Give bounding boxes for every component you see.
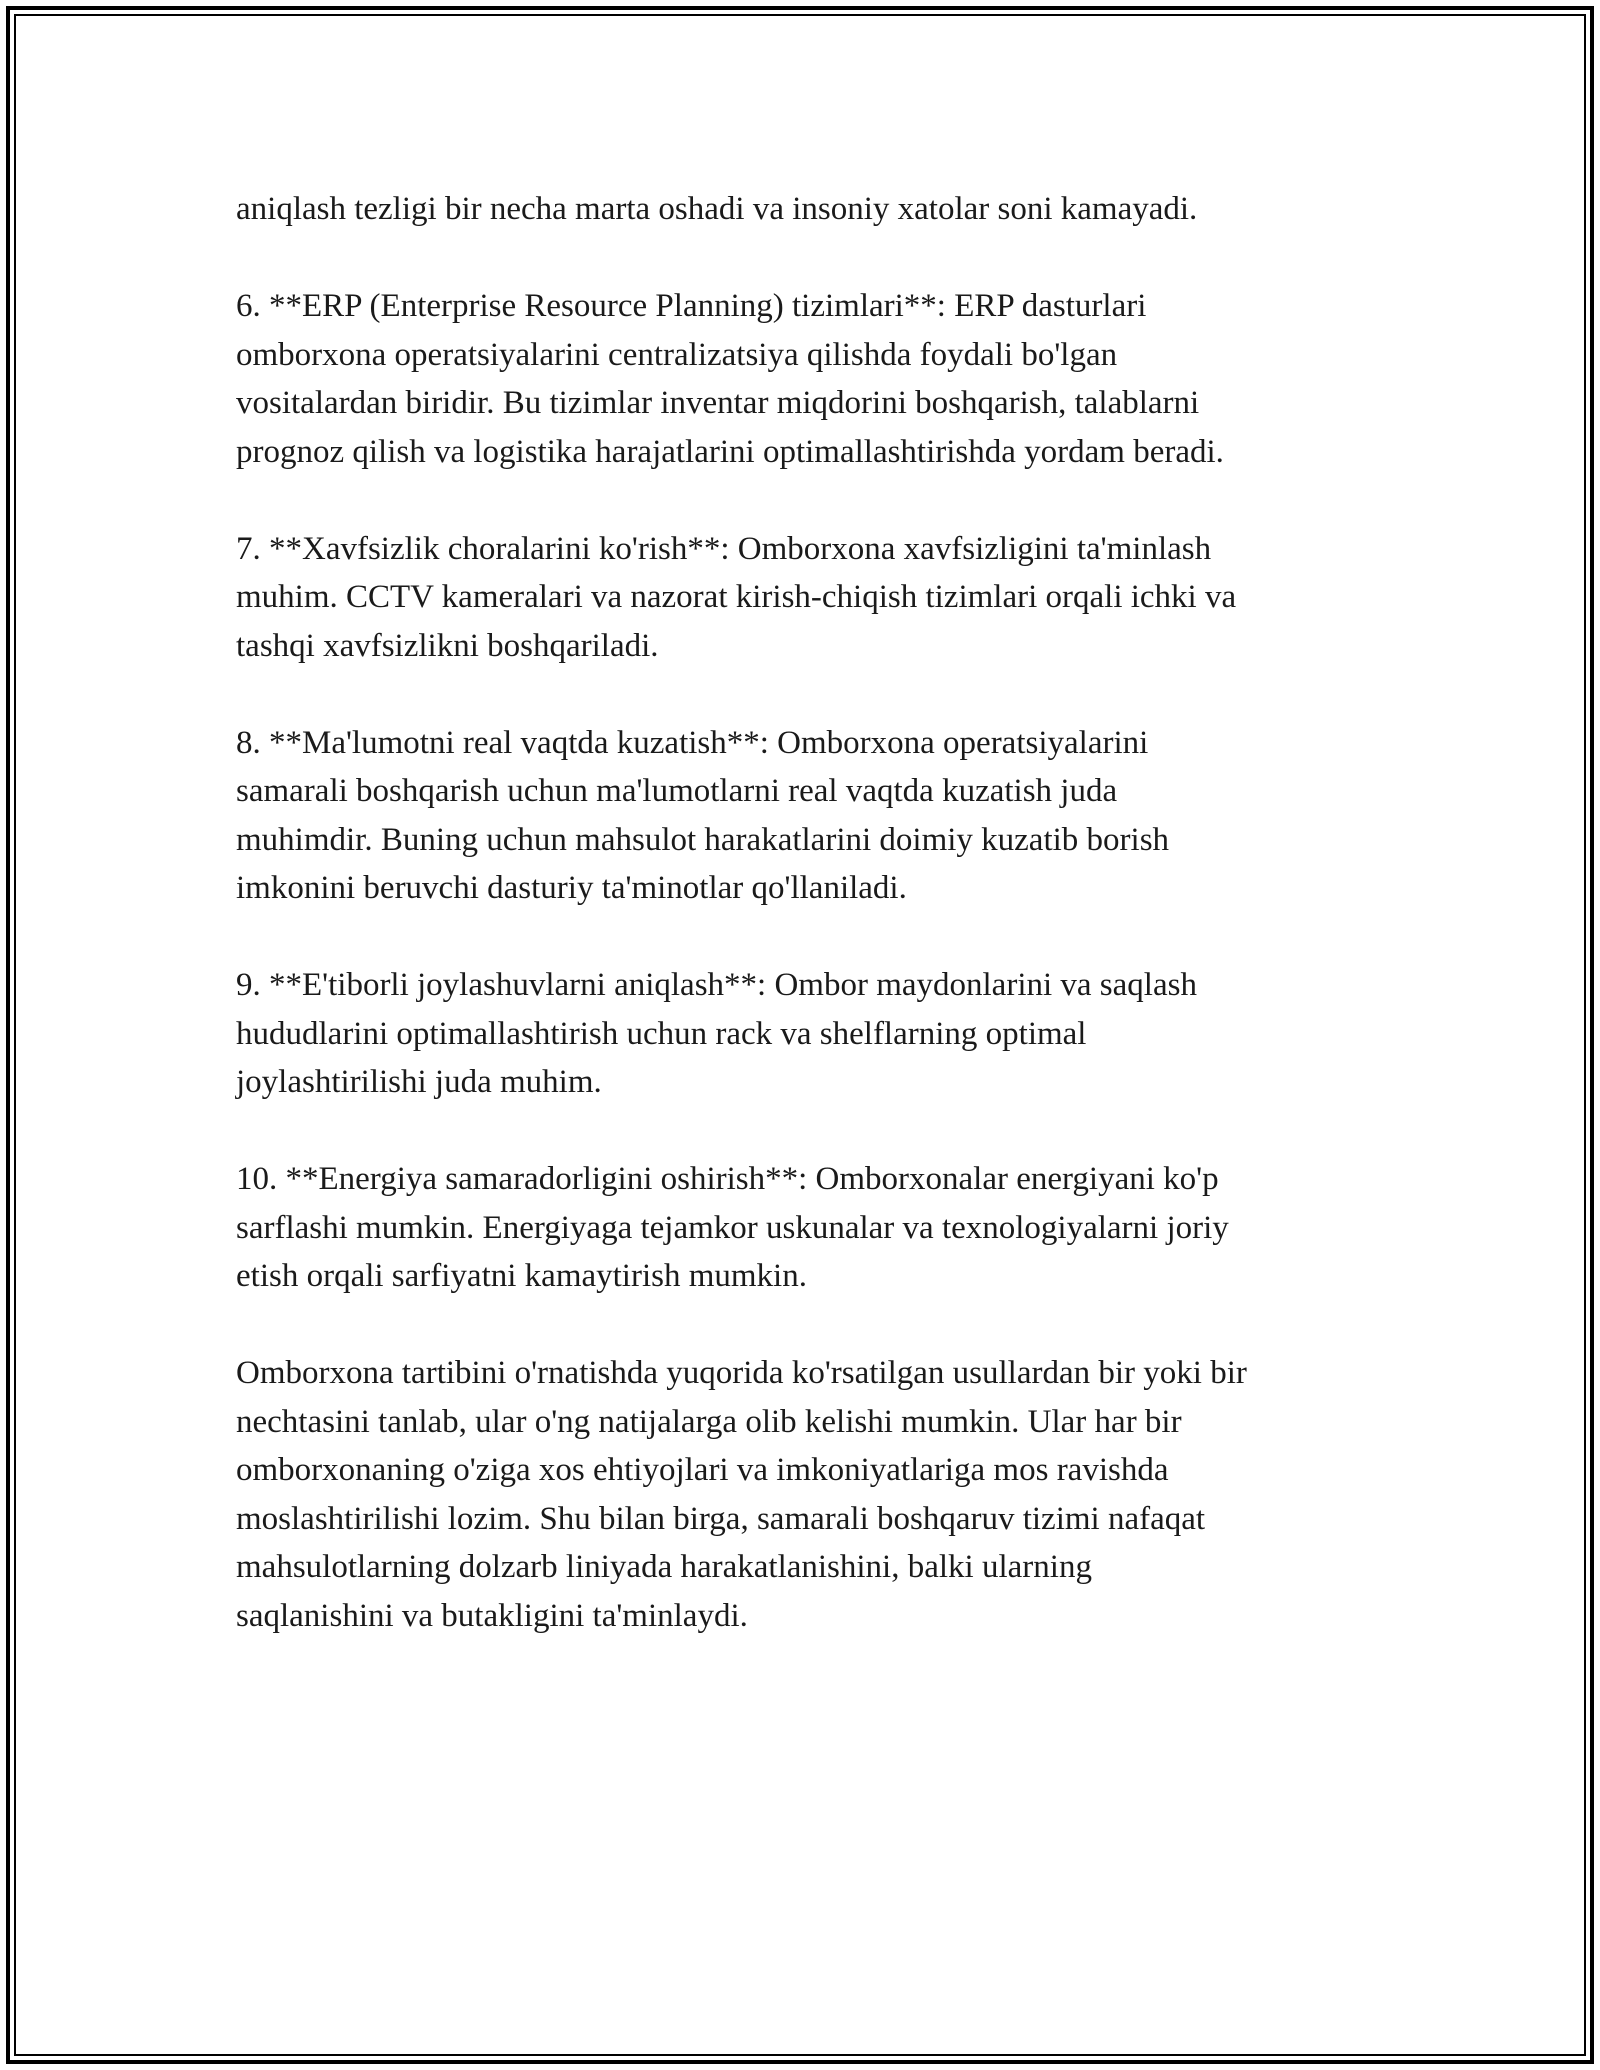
paragraph-item-9: 9. **E'tiborli joylashuvlarni aniqlash**: Ombor maydonlarini va saqlash hududlarini optimallashtirish uchun rack va shelflarning optimal joylashtirilishi juda muhim. bbox=[236, 967, 1197, 1100]
paragraph-item-8: 8. **Ma'lumotni real vaqtda kuzatish**: Omborxona operatsiyalarini samarali boshqarish uchun ma'lumotlarni real vaqtda kuzatish juda muhimdir. Buning uchun mahsulot harakatlarini doimiy kuzatib borish imkonini beruvchi dasturiy ta'minotlar qo'llaniladi. bbox=[236, 724, 1170, 906]
paragraph-continuation: aniqlash tezligi bir necha marta oshadi va insoniy xatolar soni kamayadi. bbox=[236, 191, 1198, 227]
paragraph-conclusion: Omborxona tartibini o'rnatishda yuqorida ko'rsatilgan usullardan bir yoki bir nechtasini tanlab, ular o'ng natijalarga olib kelishi mumkin. Ular har bir omborxonaning o'ziga xos ehtiyojlari va imkoniyatlariga mos ravishda moslashtirilishi lozim. Shu bilan birga, samarali boshqaruv tizimi nafaqat mahsulotlarning dolzarb liniyada harakatlanishini, balki ularning saqlanishini va butakligini ta'minlaydi. bbox=[236, 1355, 1247, 1634]
paragraph-item-6: 6. **ERP (Enterprise Resource Planning) tizimlari**: ERP dasturlari omborxona operatsiyalarini centralizatsiya qilishda foydali bo'lgan vositalardan biridir. Bu tizimlar inventar miqdorini boshqarish, talablarni prognoz qilish va logistika harajatlarini optimallashtirishda yordam beradi. bbox=[236, 288, 1224, 470]
paragraph-item-10: 10. **Energiya samaradorligini oshirish**: Omborxonalar energiyani ko'p sarflashi mumkin. Energiyaga tejamkor uskunalar va texnologiyalarni joriy etish orqali sarfiyatni kamaytirish mumkin. bbox=[236, 1161, 1229, 1294]
paragraph-item-7: 7. **Xavfsizlik choralarini ko'rish**: Omborxona xavfsizligini ta'minlash muhim. CCTV kameralari va nazorat kirish-chiqish tizimlari orqali ichki va tashqi xavfsizlikni boshqariladi. bbox=[236, 530, 1237, 664]
document-body bbox=[236, 185, 1376, 1689]
